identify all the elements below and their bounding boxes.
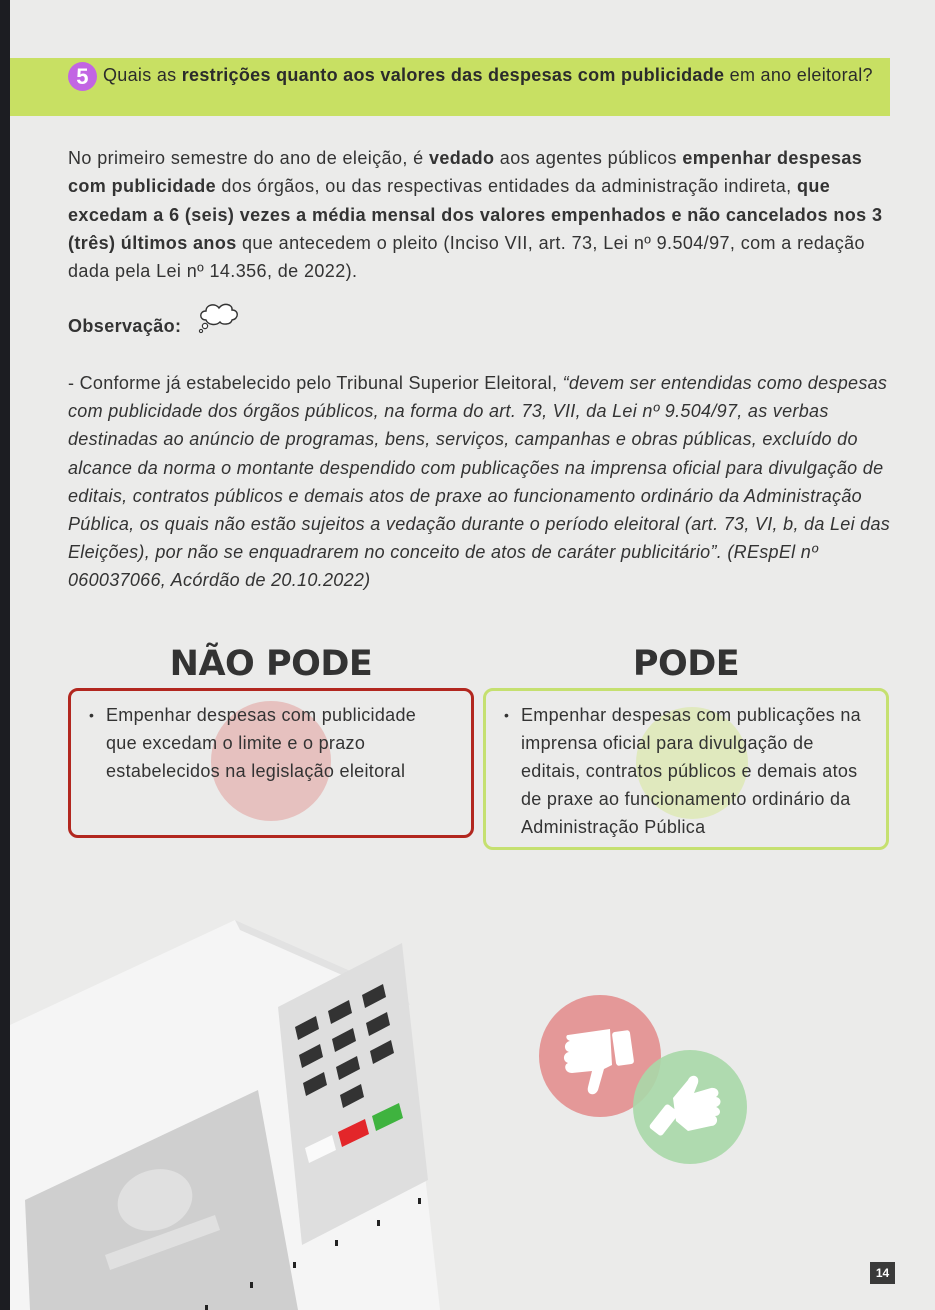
- question-number-badge: 5: [68, 62, 97, 91]
- page-number: 14: [870, 1262, 895, 1284]
- observation-citation: “devem ser entendidas como despesas com publicidade dos órgãos públicos, na forma do art. 73, VII, da Lei nº 9.504/97, as verbas destinadas ao anúncio de programas, bens, serviços, campanhas e obras públicas, excluído do alcance da norma o montante despendido com publicações na imprensa oficial para divulgação de editais, contratos públicos e demais atos de praxe ao funcionamento ordinário da Administração Pública, os quais não estão sujeitos a vedação durante o período eleitoral (art. 73, VI, b, da Lei das Eleições), por não se enquadrarem no conceito de atos de caráter publicitário”. (REspEl nº 060037066, Acórdão de 20.10.2022): [68, 373, 891, 591]
- paragraph-text: aos agentes públicos: [494, 148, 683, 168]
- pode-list: [486, 691, 871, 841]
- thought-cloud-icon: [196, 300, 242, 336]
- question-bold: restrições quanto aos valores das despesas com publicidade: [181, 65, 725, 85]
- paragraph-text: dos órgãos, ou das respectivas entidades da administração indireta,: [216, 176, 797, 197]
- pode-item: • Empenhar despesas com publicações na imprensa oficial para divulgação de editais, contratos públicos e demais atos de praxe ao funcionamento ordinário da Administração Pública: [521, 701, 871, 841]
- thumbs-illustration: [538, 995, 753, 1170]
- observation-quote: [68, 369, 894, 595]
- nao-pode-title: NÃO PODE: [169, 644, 373, 684]
- nao-pode-list: [71, 691, 436, 785]
- paragraph-bold: empenhar despesas com publicidade: [68, 148, 863, 197]
- question-heading: [68, 62, 898, 91]
- main-paragraph: [68, 144, 888, 285]
- paragraph-text: que antecedem o pleito (Inciso VII, art. 73, Lei nº 9.504/97, com a redação dada pela Lei nº 14.356, de 2022).: [68, 232, 865, 282]
- paragraph-bold: vedado: [428, 148, 495, 168]
- nao-pode-box: [68, 688, 474, 838]
- observation-lead: - Conforme já estabelecido pelo Tribunal Superior Eleitoral,: [68, 373, 563, 393]
- question-suffix: em ano eleitoral?: [724, 65, 873, 85]
- nao-pode-item: • Empenhar despesas com publicidade que excedam o limite e o prazo estabelecidos na legislação eleitoral: [106, 701, 436, 785]
- question-prefix: Quais as: [103, 65, 182, 85]
- document-page: [10, 0, 935, 1310]
- pode-title: PODE: [632, 644, 740, 684]
- pode-box: [483, 688, 889, 850]
- observation-label: Observação:: [68, 316, 182, 336]
- paragraph-bold: que excedam a 6 (seis) vezes a média mensal dos valores empenhados e não cancelados nos 3 (três) últimos anos: [68, 176, 883, 253]
- voting-machine-illustration: [10, 915, 490, 1310]
- paragraph-text: No primeiro semestre do ano de eleição, é: [68, 148, 429, 168]
